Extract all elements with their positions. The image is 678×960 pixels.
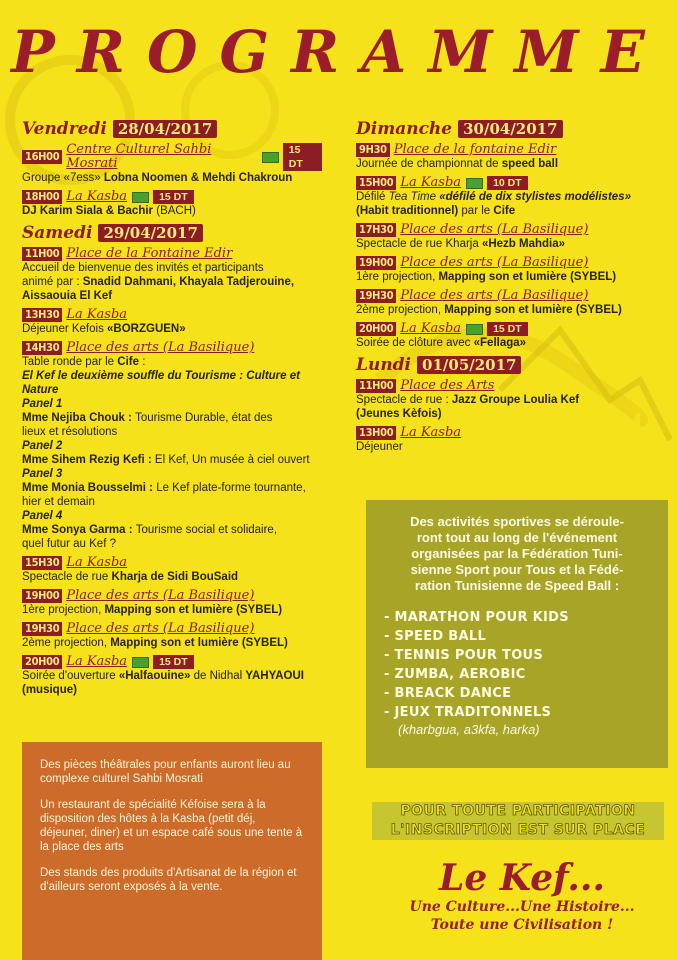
description-text: (BACH) [156,205,196,217]
description-text: speed ball [501,158,559,170]
description-text: Déjeuner [356,441,403,453]
lekef-tagline-1: Une Culture...Une Histoire... [409,899,635,915]
event-header [22,556,322,570]
event-description [22,669,322,683]
day-name: Dimanche [356,119,453,139]
description-text: Mme Monia Bousselmi : [22,482,157,494]
description-text: 1ère projection, [356,271,439,283]
event-place: La Kasba [66,555,128,570]
page-title: PROGRAMME [11,18,667,86]
event-item [22,341,322,551]
event-place: Place des arts (La Basilique) [400,288,589,303]
event-header [22,308,322,322]
event-time: 15H00 [356,176,396,190]
description-text: El Kef, Un musée à ciel ouvert [154,454,310,466]
event-time: 18H00 [22,190,62,204]
description-text: Soirée d'ouverture [22,670,119,682]
event-time: 16H00 [22,150,62,164]
event-header [356,379,666,393]
sport-item: - ZUMBA, AEROBIC [384,667,526,682]
sport-item: - TENNIS POUR TOUS [384,648,544,663]
event-description [22,171,322,185]
info-paragraph: Des pièces théâtrales pour enfants auront lieu au complexe culturel Sahbi Mosrati [40,759,291,785]
sport-item: - BREACK DANCE [384,686,512,701]
event-description [22,495,322,509]
event-header [22,247,322,261]
flag-icon [466,324,483,335]
description-text: Aissaouia El Kef [22,290,113,302]
description-text: YAHYAOUI [245,670,304,682]
inscription-line-1: POUR TOUTE PARTICIPATION [372,802,664,821]
event-header [22,622,322,636]
sports-intro-line: sienne Sport pour Tous et la Fédé- [410,562,624,577]
event-place: La Kasba [66,307,128,322]
event-place: Place des Arts [400,378,495,393]
event-header [356,176,666,190]
description-text: Défilé [356,191,389,203]
event-item [22,190,322,218]
event-description [356,393,666,407]
event-header [356,289,666,303]
info-paragraph: Des stands des produits d'Artisanat de la région et d'ailleurs seront exposés à la vente. [40,867,297,893]
description-text: Le Kef plate-forme tournante, [156,482,306,494]
description-text: lieux et résolutions [22,426,118,438]
sports-intro-line: ration Tunisienne de Speed Ball : [414,578,620,593]
event-item [22,655,322,697]
event-item [356,143,666,171]
sports-intro-line: organisées par la Fédération Tuni- [411,546,623,561]
event-description [22,467,322,481]
event-time: 13H00 [356,426,396,440]
event-time: 20H00 [356,322,396,336]
event-place: Centre Culturel Sahbi Mosrati [66,142,212,171]
event-time: 19H30 [22,622,62,636]
description-text: Panel 1 [22,398,63,410]
sports-intro [380,514,654,594]
description-text: Accueil de bienvenue des invités et participants [22,262,264,274]
sports-activities-box [366,500,668,768]
event-header [356,223,666,237]
sport-item: - MARATHON POUR KIDS [384,610,569,625]
event-description [22,683,322,697]
event-item [356,256,666,284]
price-badge: 15 DT [153,655,194,669]
event-description [22,369,322,397]
description-text: Lobna Noomen & Mehdi Chakroun [103,172,293,184]
description-text: «Fellaga» [473,337,527,349]
event-place: La Kasba [400,425,462,440]
event-place: La Kasba [400,175,462,190]
description-text: Mapping son et lumière (SYBEL) [438,271,617,283]
description-text: Cife [117,356,139,368]
event-description [22,261,322,275]
event-place: Place des arts (La Basilique) [400,222,589,237]
event-description [356,237,666,251]
event-description [356,270,666,284]
description-text: Spectacle de rue [22,571,112,583]
event-description [22,425,322,439]
event-time: 20H00 [22,655,62,669]
description-text: Mme Sihem Rezig Kefi : [22,454,155,466]
event-description [22,355,322,369]
event-description [22,636,322,650]
description-text: Tourisme Durable, état des [135,412,273,424]
event-description [356,407,666,421]
event-description [22,397,322,411]
description-text: hier et demain [22,496,95,508]
description-text: «BORZGUEN» [107,323,186,335]
event-item [22,308,322,336]
description-text: (musique) [22,684,77,696]
flag-icon [132,192,149,203]
description-text: Soirée de clôture avec [356,337,474,349]
sports-intro-line: ront tout au long de l'événement [416,530,618,545]
event-item [356,176,666,218]
day-header [356,120,666,138]
event-item [356,426,666,454]
description-text: «défilé de dix stylistes modélistes» [439,191,631,203]
description-text: Tea Time [388,191,440,203]
description-text: Cife [493,205,516,217]
event-place: Place des arts (La Basilique) [66,621,255,636]
description-text: animé par : [22,276,83,288]
description-text: 1ère projection, [22,604,105,616]
event-item [22,247,322,303]
description-text: par le [458,205,494,217]
event-description [22,523,322,537]
description-text: Jazz Groupe Loulia Kef [451,394,580,406]
description-text: 2ème projection, [22,637,111,649]
flag-icon [132,657,149,668]
event-item [356,379,666,421]
event-item [22,143,322,185]
event-item [356,289,666,317]
event-time: 11H00 [22,247,62,261]
description-text: Déjeuner Kefois [22,323,108,335]
day-name: Samedi [22,223,93,243]
description-text: quel futur au Kef ? [22,538,116,550]
event-description [22,509,322,523]
description-text: Panel 4 [22,510,63,522]
description-text: Table ronde par le [22,356,118,368]
event-description [22,453,322,467]
right-column [356,118,666,454]
price-badge: 15 DT [487,322,528,336]
event-header [22,589,322,603]
day-date: 28/04/2017 [113,120,217,138]
event-header [356,322,666,336]
event-time: 13H30 [22,308,62,322]
event-time: 19H00 [22,589,62,603]
info-paragraph: Un restaurant de spécialité Kéfoise sera à la disposition des hôtes à la Kasba (petit déj, déjeuner, diner) et un espace café sous une tente à la place des arts [40,799,303,853]
description-text: Mapping son et lumière (SYBEL) [444,304,622,316]
event-place: Place de la Fontaine Edir [66,246,233,261]
event-description [356,336,666,350]
flag-icon [262,152,278,163]
left-column [22,118,322,697]
event-description [22,322,322,336]
event-header [356,256,666,270]
price-badge: 10 DT [487,176,528,190]
inscription-notice [368,802,668,840]
event-time: 14H30 [22,341,62,355]
description-text: (Habit traditionnel) [356,205,459,217]
description-text: DJ Karim Siala & Bachir [22,205,157,217]
description-text: Panel 3 [22,468,63,480]
sport-item: - JEUX TRADITONNELS [384,705,552,720]
event-header [22,190,322,204]
event-time: 19H00 [356,256,396,270]
sports-list [384,608,654,737]
event-header [22,143,322,171]
lekef-slogan [366,858,678,934]
event-header [356,143,666,157]
description-text: Panel 2 [22,440,63,452]
sport-subtext: (kharbgua, a3kfa, harka) [398,722,540,737]
event-header [22,655,322,669]
price-badge: 15 DT [153,190,194,204]
event-item [356,223,666,251]
lekef-tagline-2: Toute une Civilisation ! [430,917,614,933]
description-text: de Nidhal [190,670,246,682]
description-text: 2ème projection, [356,304,445,316]
event-description [356,190,666,204]
price-badge: 15 DT [283,143,322,171]
event-description [356,157,666,171]
event-description [22,439,322,453]
event-description [22,204,322,218]
day-name: Lundi [356,355,412,375]
event-description [356,303,666,317]
description-text: Mapping son et lumière (SYBEL) [110,637,288,649]
day-date: 01/05/2017 [417,356,521,374]
day-header [22,120,322,138]
day-date: 30/04/2017 [458,120,562,138]
description-text: Spectacle de rue Kharja [356,238,482,250]
event-place: La Kasba [66,189,128,204]
event-item [356,322,666,350]
event-time: 19H30 [356,289,396,303]
event-place: La Kasba [66,654,128,669]
description-text: Spectacle de rue : [356,394,452,406]
event-description [22,537,322,551]
event-header [356,426,666,440]
description-text: Mme Nejiba Chouk : [22,412,136,424]
sport-item: - SPEED BALL [384,629,487,644]
event-item [22,556,322,584]
event-time: 11H00 [356,379,396,393]
description-text: Mapping son et lumière (SYBEL) [104,604,283,616]
description-text: Snadid Dahmani, Khayala Tadjerouine, [82,276,295,288]
event-header [22,341,322,355]
event-place: Place de la fontaine Edir [393,142,557,157]
description-text: El Kef le deuxième souffle du Tourisme : Culture et Nature [22,370,300,396]
day-date: 29/04/2017 [98,224,202,242]
day-header [356,356,666,374]
lekef-title: Le Kef... [439,857,605,899]
event-place: Place des arts (La Basilique) [66,340,255,355]
event-time: 15H30 [22,556,62,570]
event-item [22,622,322,650]
day-header [22,224,322,242]
description-text: Mme Sonya Garma : [22,524,136,536]
event-place: La Kasba [400,321,462,336]
description-text: «Halfaouine» [118,670,191,682]
description-text: Kharja de Sidi BouSaid [111,571,239,583]
day-name: Vendredi [22,119,107,139]
event-place: Place des arts (La Basilique) [400,255,589,270]
event-description [22,603,322,617]
sports-intro-line: Des activités sportives se déroule- [410,514,624,529]
description-text: (Jeunes Kèfois) [356,408,442,420]
event-description [356,204,666,218]
description-text: : [139,356,146,368]
description-text: Tourisme social et solidaire, [135,524,278,536]
description-text: Groupe «7ess» [22,172,104,184]
event-description [22,570,322,584]
event-time: 9H30 [356,143,390,157]
event-description [22,481,322,495]
description-text: «Hezb Mahdia» [481,238,566,250]
event-place: Place des arts (La Basilique) [66,588,255,603]
event-description [22,275,322,289]
event-time: 17H30 [356,223,396,237]
event-description [22,289,322,303]
description-text: Journée de championnat de [356,158,502,170]
flag-icon [466,178,483,189]
inscription-line-2: L'INSCRIPTION EST SUR PLACE [372,821,664,840]
event-item [22,589,322,617]
event-description [22,411,322,425]
event-description [356,440,666,454]
info-box [22,742,322,960]
